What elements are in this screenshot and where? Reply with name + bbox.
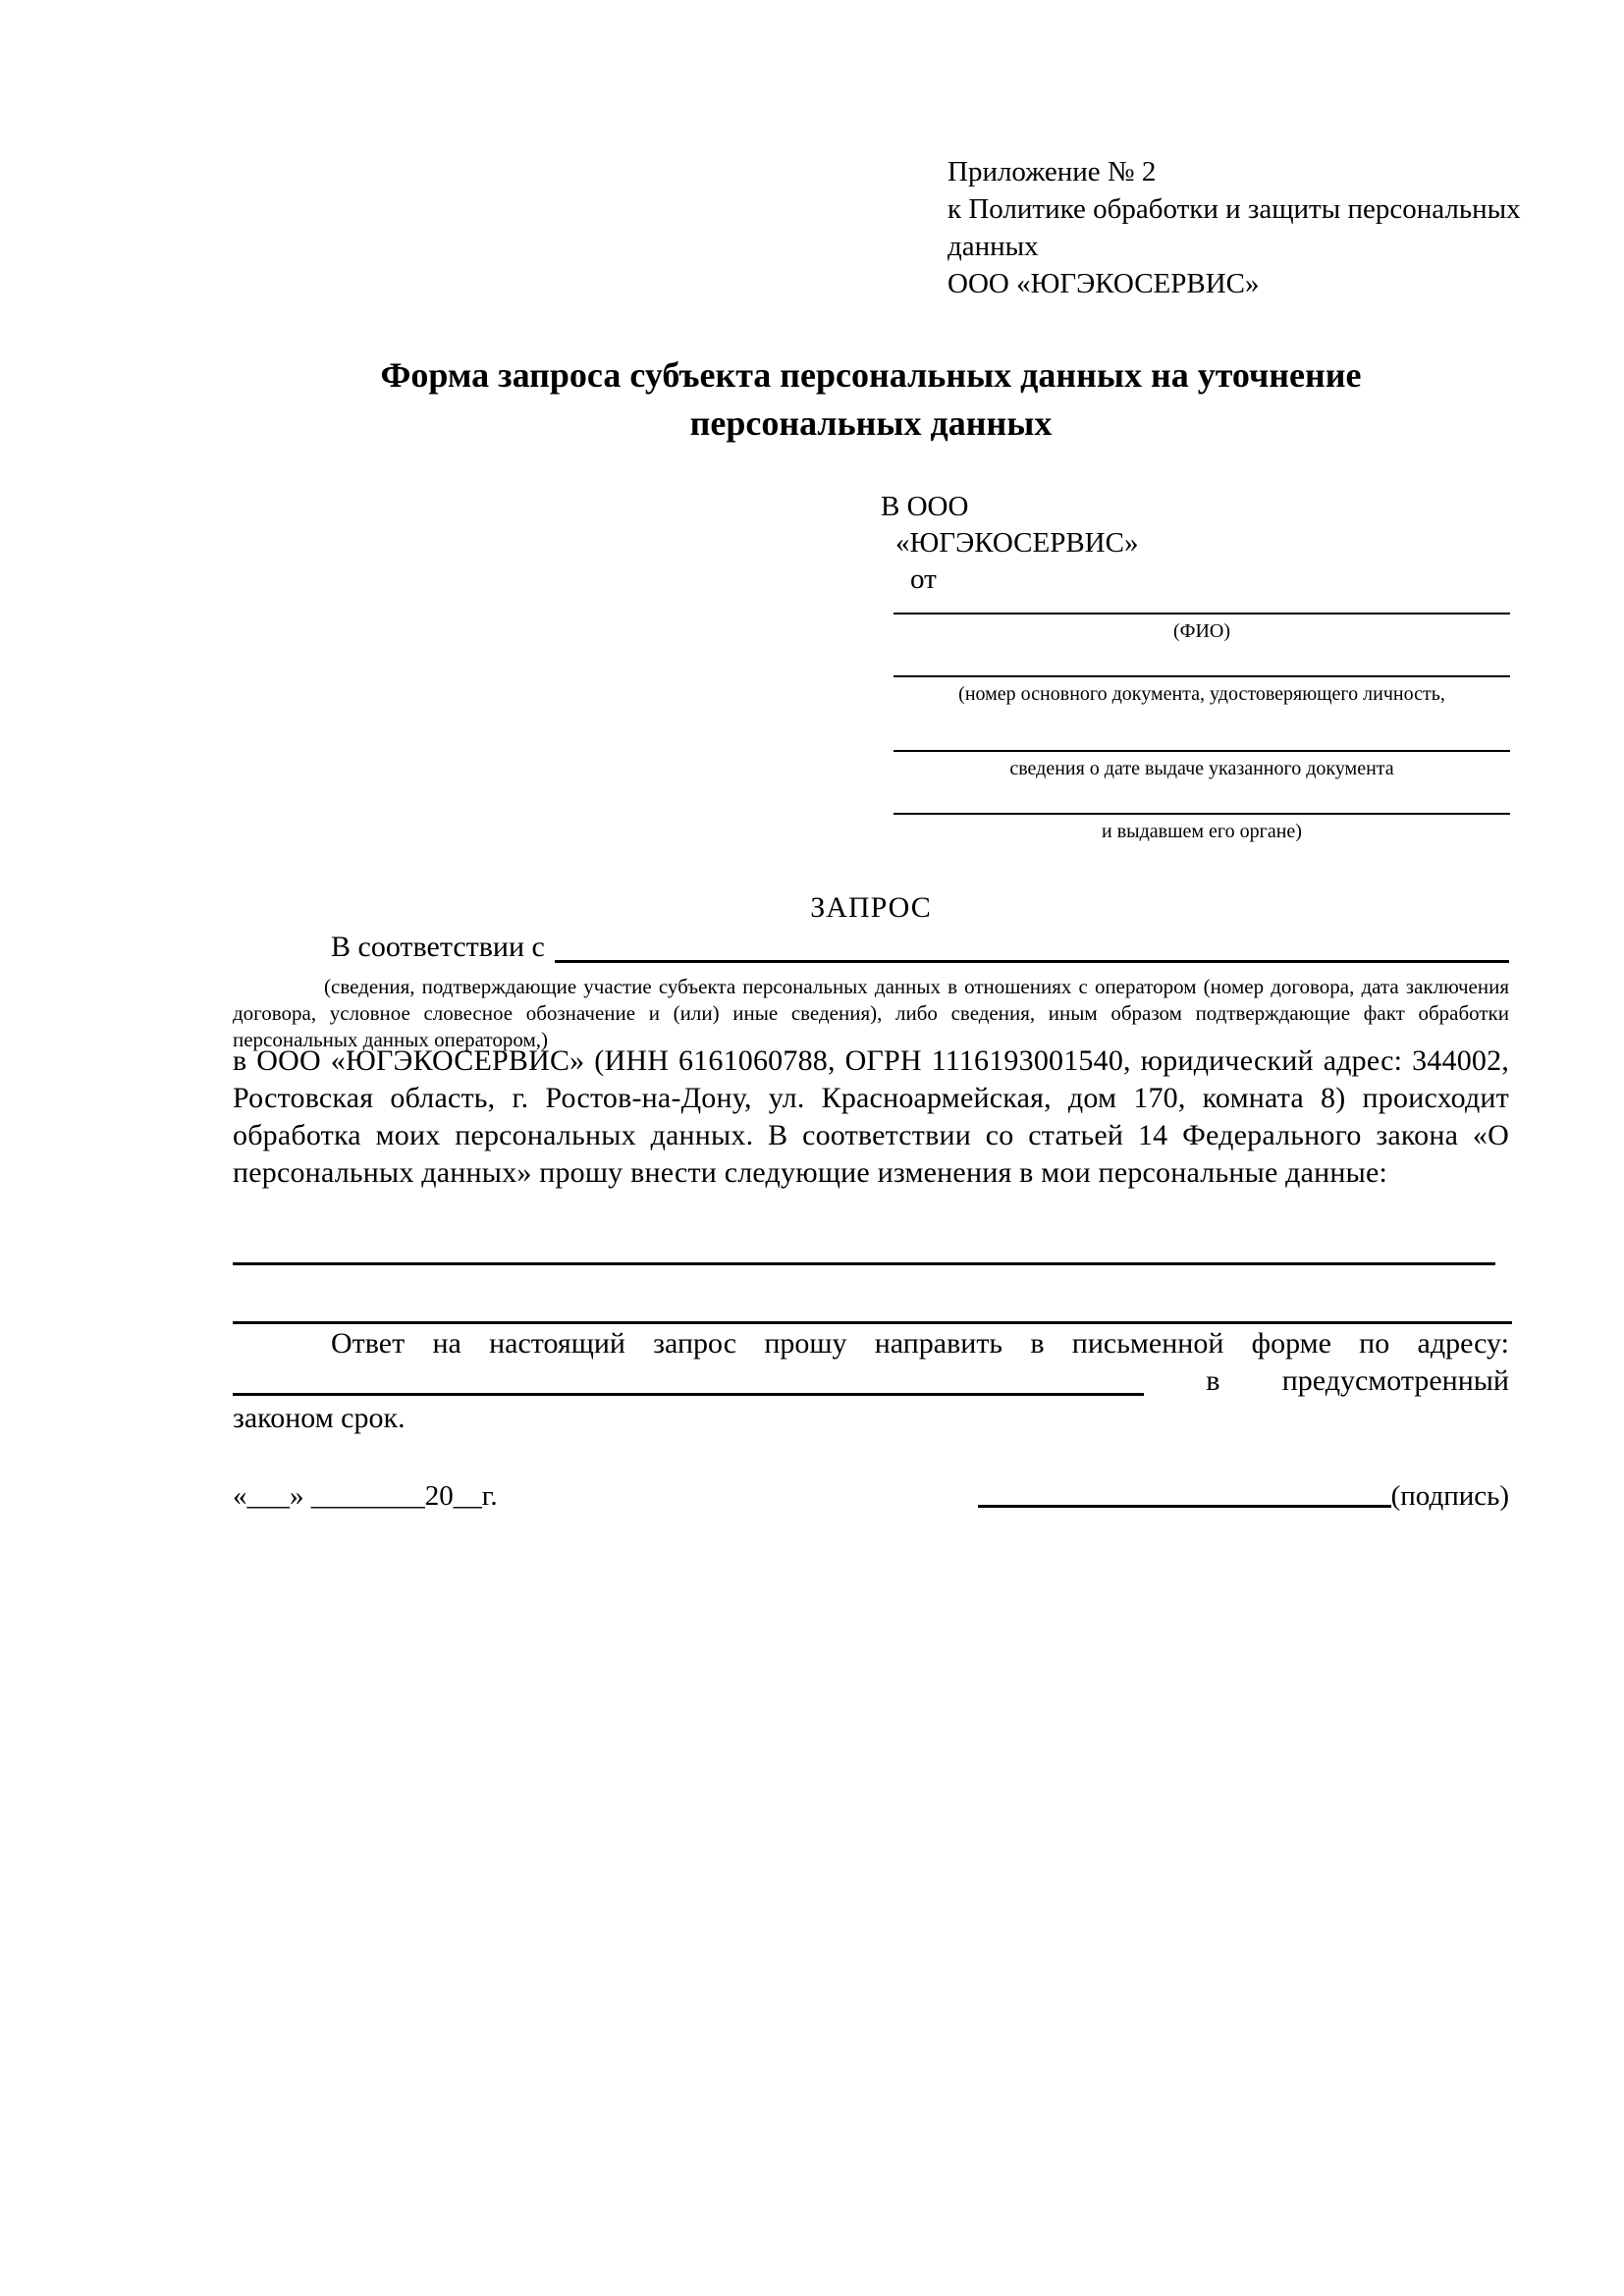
recipient-line-org: «ЮГЭКОСЕРВИС» bbox=[895, 527, 1139, 559]
request-heading: ЗАПРОС bbox=[810, 891, 932, 924]
passport-issuer-field bbox=[893, 813, 1510, 843]
fio-field bbox=[893, 613, 1510, 643]
request-body-paragraph: в ООО «ЮГЭКОСЕРВИС» (ИНН 6161060788, ОГРН 1116193001540, юридический адрес: 344002, Ростовская область, г. Ростов-на-Дону, ул. Красноармейская, дом 170, комната 8) происходит обработка моих персональных данных. В соответствии со статьей 14 Федерального закона «О персональных данных» прошу внести следующие изменения в мои персональные данные: bbox=[233, 1044, 1509, 1189]
blank-fill-line bbox=[233, 1262, 1495, 1265]
passport-issue-date-caption: сведения о дате выдаче указанного документа bbox=[1009, 758, 1394, 779]
blank-fill-line bbox=[233, 1321, 1512, 1324]
page-title bbox=[233, 351, 1509, 448]
appendix-block bbox=[947, 153, 1521, 302]
intro-note: (сведения, подтверждающие участие субъекта персональных данных в отношениях с оператором (номер договора, дата заключения договора, условное словесное обозначение и (или) иные сведения), либо сведения, иным образом подтверждающие факт обработки персональных данных оператором,) bbox=[233, 975, 1509, 1051]
reply-sentence: Ответ на настоящий запрос прошу направить в письменной форме по адресу: bbox=[331, 1327, 1509, 1360]
intro-fill-line bbox=[555, 929, 1509, 963]
appendix-line: Приложение № 2 bbox=[947, 156, 1157, 187]
passport-number-caption: (номер основного документа, удостоверяющего личность, bbox=[958, 683, 1445, 705]
intro-line bbox=[233, 929, 1509, 966]
reply-address-row bbox=[233, 1362, 1509, 1400]
signature-caption: (подпись) bbox=[1390, 1480, 1509, 1512]
page-title-line: персональных данных bbox=[689, 403, 1053, 443]
address-fill-line bbox=[233, 1362, 1144, 1396]
reply-paragraph bbox=[233, 1325, 1509, 1437]
reply-tail-word: предусмотренный bbox=[1281, 1364, 1509, 1397]
appendix-line: к Политике обработки и защиты персональных bbox=[947, 193, 1521, 225]
reply-mid-word: в bbox=[1206, 1364, 1220, 1397]
passport-issuer-caption: и выдавшем его органе) bbox=[1102, 821, 1302, 842]
passport-number-field bbox=[893, 675, 1510, 706]
date-signature-row bbox=[233, 1477, 1509, 1515]
passport-issue-date-field bbox=[893, 750, 1510, 780]
appendix-line: данных bbox=[947, 231, 1039, 262]
date-line: «___» ________20__г. bbox=[233, 1480, 498, 1512]
signature-fill-line bbox=[978, 1505, 1391, 1508]
recipient-line-from: от bbox=[910, 563, 937, 595]
fio-field-caption: (ФИО) bbox=[1172, 620, 1230, 642]
reply-closing: законом срок. bbox=[233, 1402, 406, 1434]
recipient-line-to: В ООО bbox=[881, 491, 969, 522]
page-title-line: Форма запроса субъекта персональных данных на уточнение bbox=[380, 355, 1362, 395]
signature-group bbox=[978, 1477, 1509, 1515]
appendix-line: ООО «ЮГЭКОСЕРВИС» bbox=[947, 268, 1260, 299]
recipient-block bbox=[881, 489, 1138, 598]
intro-prefix: В соответствии с bbox=[331, 931, 545, 963]
